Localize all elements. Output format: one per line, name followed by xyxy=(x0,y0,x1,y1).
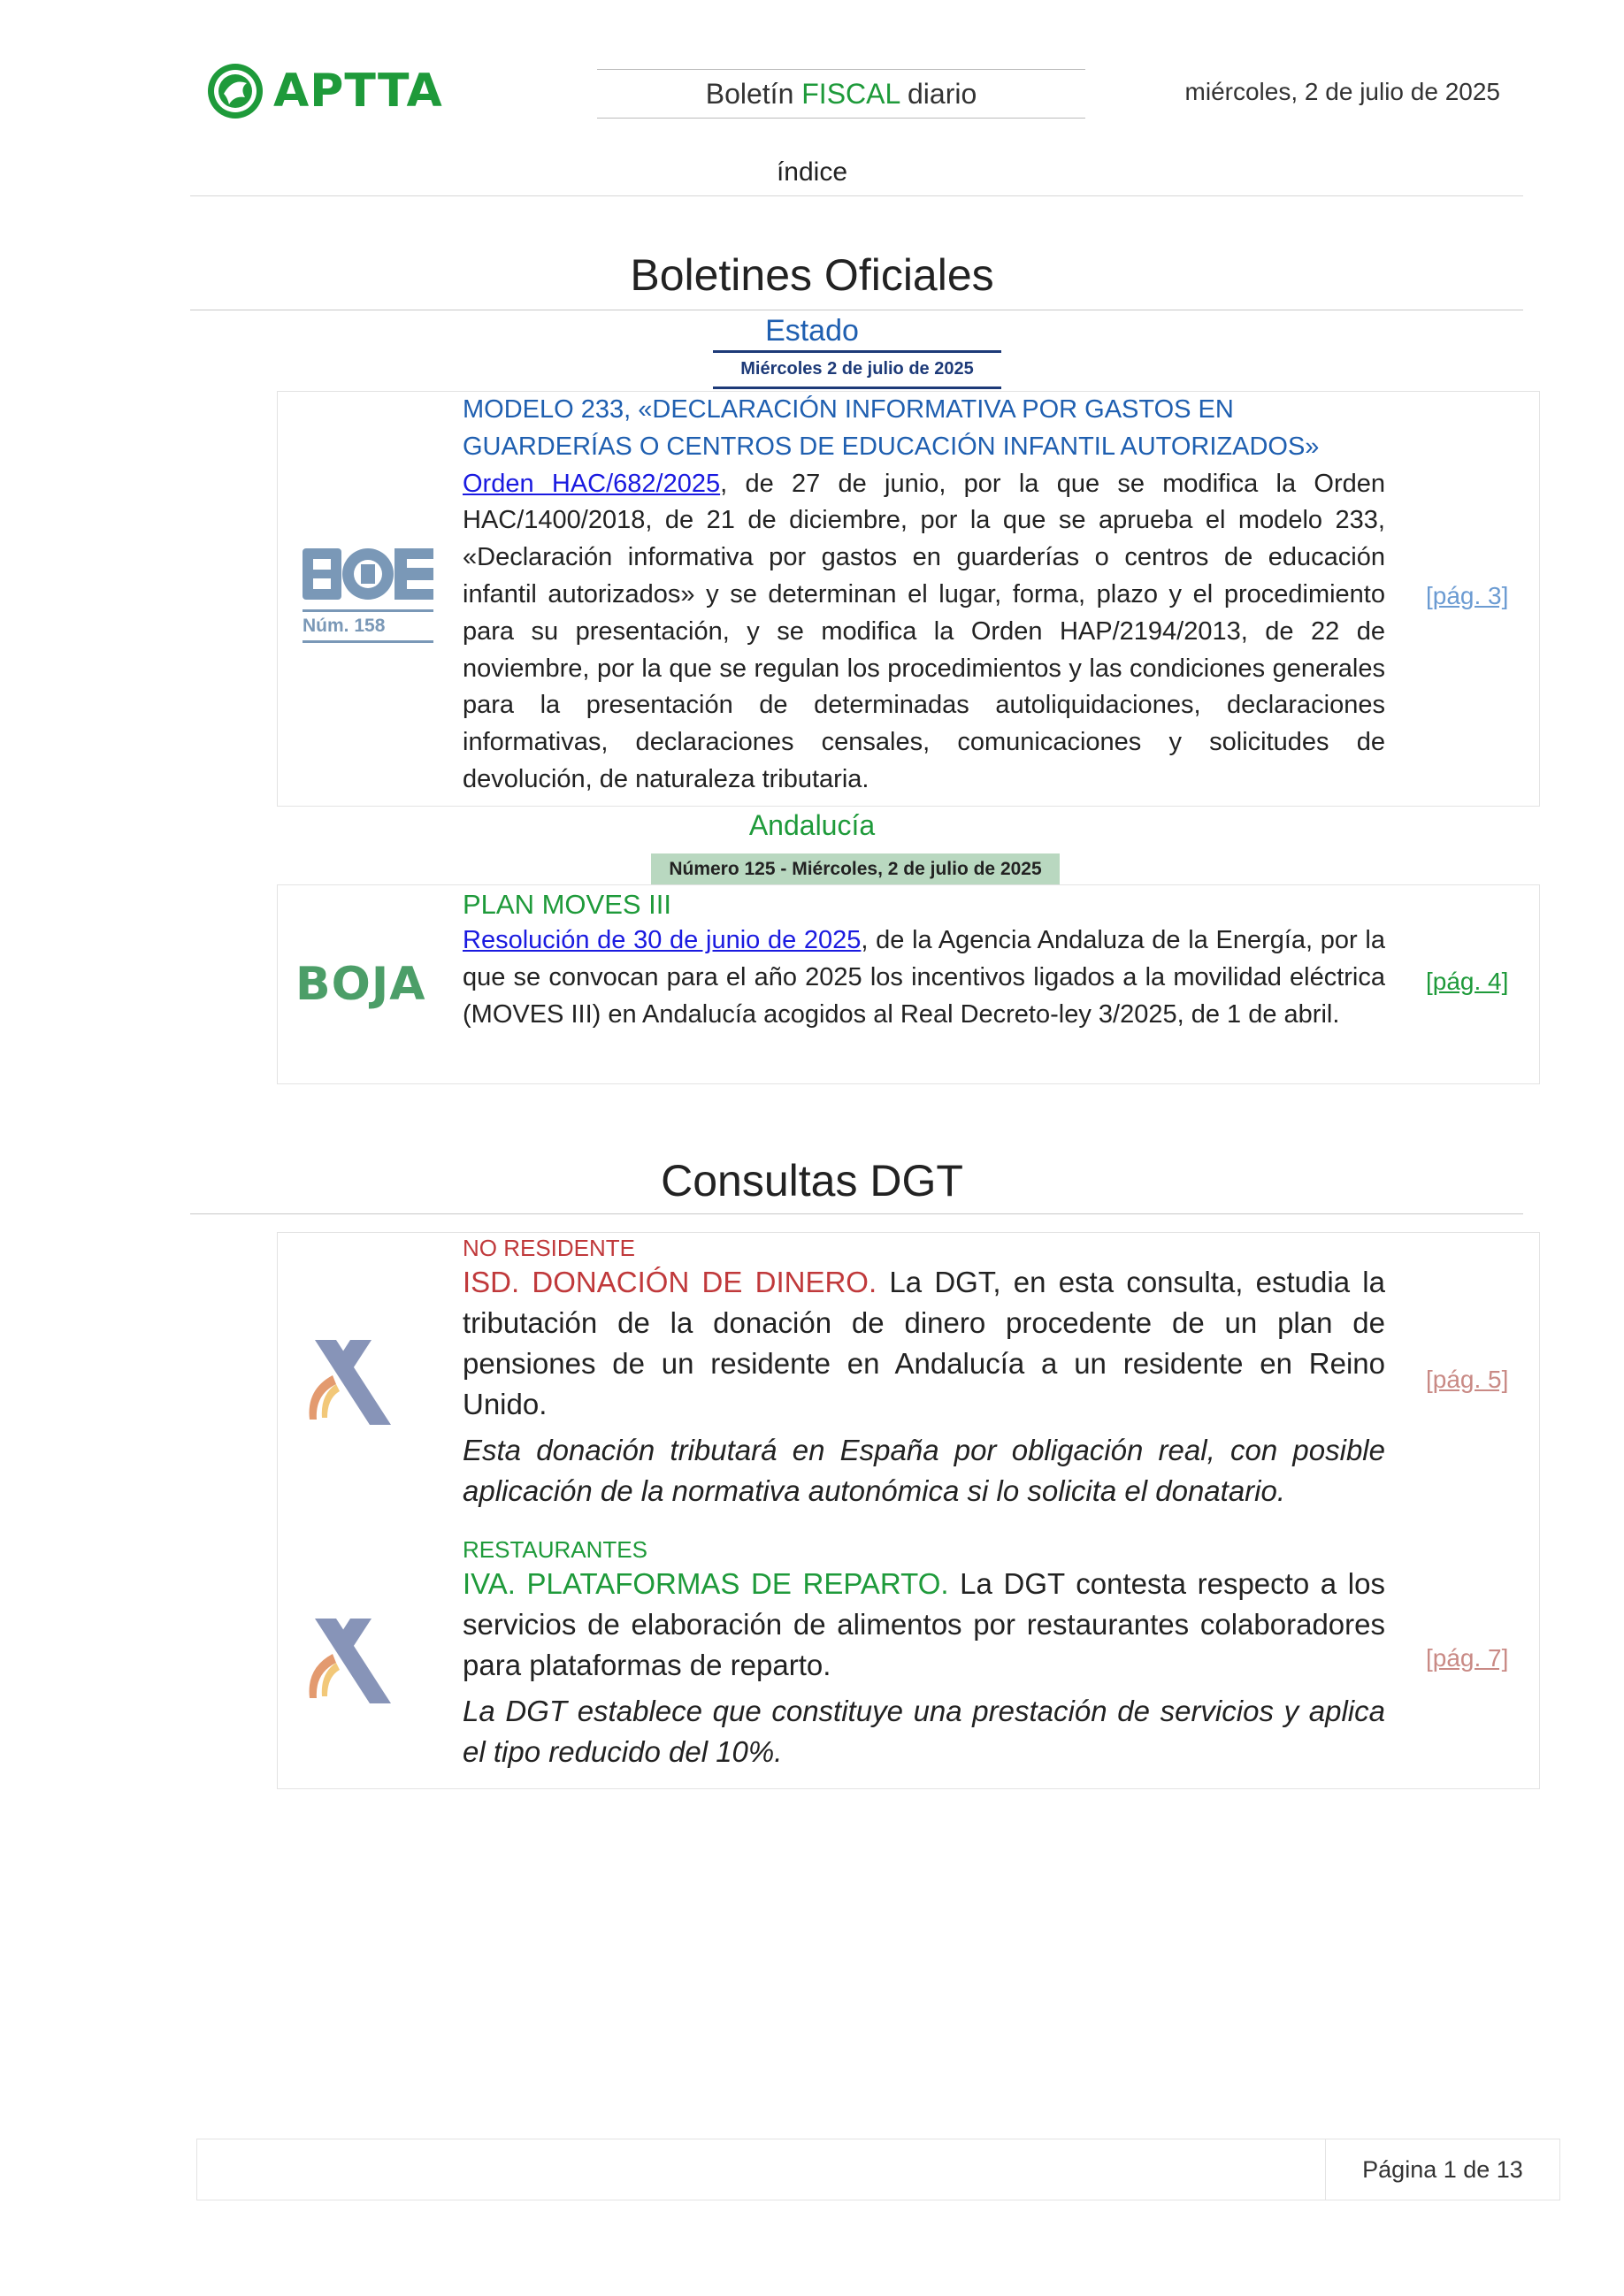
boe-entry-title: MODELO 233, «DECLARACIÓN INFORMATIVA POR GASTOS EN GUARDERÍAS O CENTROS DE EDUCACIÓN INFANTIL AUTORIZADOS» xyxy=(463,395,1320,461)
boja-page-link[interactable]: [pág. 4] xyxy=(1426,968,1509,995)
boe-number: Núm. 158 xyxy=(303,616,386,636)
boja-entry-title: PLAN MOVES III xyxy=(463,889,672,920)
aptta-logo xyxy=(206,60,454,122)
aptta-emblem-icon xyxy=(206,62,264,120)
footer-divider xyxy=(1325,2139,1326,2200)
index-link[interactable]: índice xyxy=(776,157,848,187)
boja-date-banner: Número 125 - Miércoles, 2 de julio de 2025 xyxy=(651,853,1060,885)
boe-logo xyxy=(303,547,433,643)
divider xyxy=(190,1213,1523,1214)
boja-entry-body: Resolución de 30 de junio de 2025, de la Agencia Andaluza de la Energía, por la que se convocan para el año 2025 los incentivos ligados a la movilidad eléctrica (MOVES III) en Andalucía acogidos al Real Decreto-ley 3/2025, de 1 de abril. xyxy=(463,926,1385,1029)
consulta-text: IVA. PLATAFORMAS DE REPARTO. La DGT contesta respecto a los servicios de elaboración de alimentos por restaurantes colaboradores para plataformas de reparto. xyxy=(463,1567,1385,1681)
consulta-summary: Esta donación tributará en España por obligación real, con posible aplicación de la normativa autonómica si lo solicita el donatario. xyxy=(463,1434,1385,1507)
header-date: miércoles, 2 de julio de 2025 xyxy=(1184,78,1500,105)
boe-rule xyxy=(303,640,433,643)
agencia-tributaria-icon xyxy=(297,1340,391,1425)
consulta-category: RESTAURANTES xyxy=(463,1536,647,1563)
boletines-title: Boletines Oficiales xyxy=(630,250,994,300)
boe-page-link[interactable]: [pág. 3] xyxy=(1426,582,1509,609)
consultas-title: Consultas DGT xyxy=(661,1156,963,1205)
boe-logo-icon xyxy=(303,547,433,601)
boe-entry-body: Orden HAC/682/2025, de 27 de junio, por la que se modifica la Orden HAC/1400/2018, de 21 de diciembre, por la que se aprueba el modelo 233, «Declaración informativa por gastos en guarderías o centros de educación infantil autorizados» y se determinan el lugar, forma, plazo y el procedimiento para su presentación, y se modifica la Orden HAP/2194/2013, de 22 de noviembre, por la que se regulan los procedimientos y las condiciones generales para la presentación de determinadas autoliquidaciones, declaraciones informativas, declaraciones censales, comunicaciones y solicitudes de devolución, de naturaleza tributaria. xyxy=(463,469,1385,793)
consulta-page-link[interactable]: [pág. 7] xyxy=(1426,1644,1509,1672)
boja-entry-link[interactable]: Resolución de 30 de junio de 2025 xyxy=(463,926,862,954)
consulta-item xyxy=(463,1536,1385,1772)
boe-entry-link[interactable]: Orden HAC/682/2025 xyxy=(463,469,721,498)
consulta-item xyxy=(463,1235,1385,1512)
boja-entry xyxy=(463,886,1385,1033)
page-number: Página 1 de 13 xyxy=(1362,2156,1523,2183)
consulta-summary: La DGT establece que constituye una prestación de servicios y aplica el tipo reducido del 10%. xyxy=(463,1695,1385,1768)
bulletin-title: Boletín FISCAL diario xyxy=(597,69,1085,119)
brand-name: APTTA xyxy=(273,65,443,118)
andalucia-label: Andalucía xyxy=(748,809,876,841)
consulta-category: NO RESIDENTE xyxy=(463,1235,636,1261)
consulta-page-link[interactable]: [pág. 5] xyxy=(1426,1366,1509,1393)
boe-entry xyxy=(463,392,1385,799)
agencia-tributaria-icon xyxy=(297,1619,391,1703)
divider xyxy=(190,195,1523,196)
boe-date-banner: Miércoles 2 de julio de 2025 xyxy=(713,350,1001,389)
estado-label: Estado xyxy=(765,314,859,348)
consulta-text: ISD. DONACIÓN DE DINERO. La DGT, en esta consulta, estudia la tributación de la donación de dinero procedente de un plan de pensiones de un residente en Andalucía a un residente en Reino Unido. xyxy=(463,1266,1385,1420)
boja-logo: BOJA xyxy=(295,958,426,1011)
